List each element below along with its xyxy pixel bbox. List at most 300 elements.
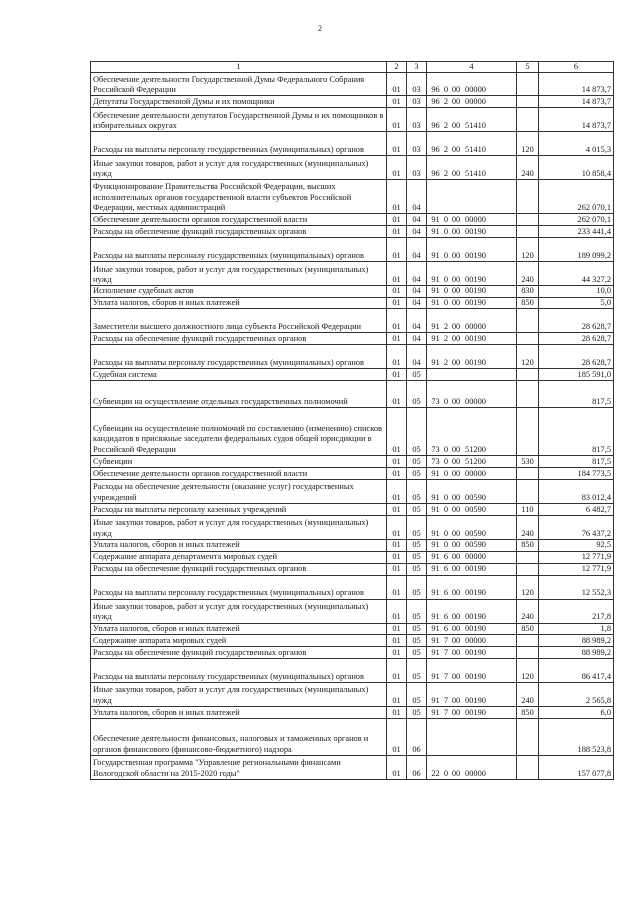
- row-subsection-code: 06: [407, 719, 427, 756]
- target-article-part: 0: [443, 768, 449, 778]
- row-expense-type: [517, 551, 539, 563]
- row-section-code: 01: [387, 516, 407, 540]
- row-section-code: 01: [387, 96, 407, 108]
- table-row: [91, 333, 614, 345]
- target-article-part: 00000: [465, 396, 486, 406]
- table-row: [91, 647, 614, 659]
- table-row: [91, 226, 614, 238]
- target-article-part: 00: [451, 768, 461, 778]
- row-section-code: 01: [387, 369, 407, 381]
- row-amount: 233 441,4: [539, 226, 614, 238]
- table-row: [91, 504, 614, 516]
- row-name: Иные закупки товаров, работ и услуг для государственных (муниципальных) нужд: [91, 156, 387, 180]
- target-article-part: 6: [443, 612, 449, 622]
- target-article-part: 00190: [465, 227, 486, 236]
- table-row: [91, 719, 614, 756]
- target-article-part: 91: [431, 552, 440, 562]
- row-section-code: 01: [387, 156, 407, 180]
- row-subsection-code: 06: [407, 756, 427, 780]
- target-article-part: 7: [443, 707, 449, 717]
- row-expense-type: [517, 719, 539, 756]
- target-article-part: 00000: [465, 552, 486, 562]
- target-article-part: 91: [431, 468, 440, 478]
- row-expense-type: 850: [517, 540, 539, 551]
- row-expense-type: 240: [517, 683, 539, 707]
- row-subsection-code: 05: [407, 369, 427, 381]
- target-article-part: 91: [431, 251, 440, 260]
- target-article-part: 00: [451, 564, 461, 574]
- row-section-code: 01: [387, 575, 407, 599]
- table-row: [91, 659, 614, 683]
- row-subsection-code: 05: [407, 563, 427, 575]
- row-name: Обеспечение деятельности органов государственной власти: [91, 468, 387, 480]
- target-article-part: 00000: [465, 97, 486, 106]
- row-amount: 2 565,8: [539, 683, 614, 707]
- row-target-article: [427, 516, 517, 540]
- row-target-article: [427, 381, 517, 408]
- header-row: [91, 62, 614, 73]
- target-article-part: 00: [451, 671, 461, 681]
- target-article-part: 91: [431, 588, 440, 598]
- target-article-part: 00000: [465, 215, 486, 224]
- row-amount: 88 989,2: [539, 647, 614, 659]
- row-section-code: 01: [387, 333, 407, 345]
- row-expense-type: 120: [517, 132, 539, 156]
- row-name: Исполнение судебных актов: [91, 286, 387, 297]
- target-article-part: 51410: [465, 145, 486, 154]
- target-article-part: 7: [443, 671, 449, 681]
- target-article-part: 2: [443, 321, 449, 331]
- row-section-code: 01: [387, 381, 407, 408]
- target-article-part: 6: [443, 588, 449, 598]
- row-name: Расходы на обеспечение функций государственных органов: [91, 647, 387, 659]
- row-target-article: [427, 96, 517, 108]
- row-target-article: [427, 719, 517, 756]
- target-article-part: 0: [443, 251, 449, 260]
- row-amount: 262 070,1: [539, 180, 614, 214]
- target-article-part: 51410: [465, 121, 486, 130]
- row-expense-type: [517, 96, 539, 108]
- target-article-part: 00: [451, 635, 461, 645]
- table-row: [91, 108, 614, 132]
- target-article-part: 7: [443, 695, 449, 705]
- row-expense-type: 850: [517, 297, 539, 308]
- target-article-part: 0: [443, 297, 449, 307]
- target-article-part: 00190: [465, 357, 486, 367]
- table-body: [91, 73, 614, 780]
- table-row: [91, 132, 614, 156]
- table-row: [91, 286, 614, 297]
- row-expense-type: 240: [517, 156, 539, 180]
- row-name: Функционирование Правительства Российской Федерации, высших исполнительных органов государственной власти субъектов Российской Федерации, местных администраций: [91, 180, 387, 214]
- target-article-part: 2: [443, 145, 449, 154]
- table-row: [91, 540, 614, 551]
- target-article-part: 00000: [465, 635, 486, 645]
- row-expense-type: 120: [517, 659, 539, 683]
- row-name: Расходы на выплаты персоналу государственных (муниципальных) органов: [91, 238, 387, 262]
- row-amount: 44 327,2: [539, 262, 614, 286]
- row-amount: 6 482,7: [539, 504, 614, 516]
- row-target-article: [427, 468, 517, 480]
- row-section-code: 01: [387, 551, 407, 563]
- row-expense-type: 120: [517, 345, 539, 369]
- row-amount: 12 771,9: [539, 551, 614, 563]
- target-article-part: 00000: [465, 321, 486, 331]
- table-row: [91, 551, 614, 563]
- row-section-code: 01: [387, 647, 407, 659]
- target-article-part: 0: [443, 444, 449, 454]
- row-subsection-code: 05: [407, 540, 427, 551]
- target-article-part: 00: [451, 540, 461, 550]
- target-article-part: 91: [431, 671, 440, 681]
- target-article-part: 00190: [465, 707, 486, 717]
- table-row: [91, 480, 614, 504]
- row-target-article: [427, 575, 517, 599]
- row-subsection-code: 04: [407, 309, 427, 333]
- target-article-part: 91: [431, 635, 440, 645]
- row-name: Уплата налогов, сборов и иных платежей: [91, 540, 387, 551]
- target-article-part: 96: [431, 85, 440, 94]
- row-section-code: 01: [387, 238, 407, 262]
- row-target-article: [427, 504, 517, 516]
- row-subsection-code: 05: [407, 683, 427, 707]
- target-article-part: 0: [443, 85, 449, 94]
- target-article-part: 00000: [465, 468, 486, 478]
- target-article-part: 91: [431, 504, 440, 514]
- row-amount: 817,5: [539, 381, 614, 408]
- row-amount: 12 771,9: [539, 563, 614, 575]
- target-article-part: 00: [451, 275, 461, 284]
- table-row: [91, 683, 614, 707]
- target-article-part: 00: [451, 97, 461, 106]
- row-expense-type: 240: [517, 262, 539, 286]
- row-subsection-code: 04: [407, 262, 427, 286]
- row-section-code: 01: [387, 623, 407, 634]
- row-name: Обеспечение деятельности Государственной Думы Федерального Собрания Российской Федерации: [91, 73, 387, 96]
- header-col-expense-type: 5: [517, 62, 539, 73]
- row-amount: 189 099,2: [539, 238, 614, 262]
- row-subsection-code: 05: [407, 635, 427, 647]
- row-expense-type: 120: [517, 575, 539, 599]
- row-amount: 188 523,8: [539, 719, 614, 756]
- table-row: [91, 96, 614, 108]
- row-name: Обеспечение деятельности органов государственной власти: [91, 214, 387, 226]
- row-amount: 184 773,5: [539, 468, 614, 480]
- row-section-code: 01: [387, 540, 407, 551]
- target-article-part: 00190: [465, 564, 486, 574]
- row-expense-type: [517, 756, 539, 780]
- row-name: Содержание аппарата департамента мировых судей: [91, 551, 387, 563]
- target-article-part: 00: [451, 695, 461, 705]
- target-article-part: 91: [431, 528, 440, 538]
- row-target-article: [427, 647, 517, 659]
- row-amount: 5,0: [539, 297, 614, 308]
- row-subsection-code: 04: [407, 297, 427, 308]
- row-amount: 185 591,0: [539, 369, 614, 381]
- target-article-part: 00: [451, 357, 461, 367]
- row-target-article: [427, 563, 517, 575]
- target-article-part: 00590: [465, 540, 486, 550]
- row-subsection-code: 03: [407, 156, 427, 180]
- target-article-part: 00190: [465, 275, 486, 284]
- target-article-part: 51200: [465, 456, 486, 466]
- row-section-code: 01: [387, 309, 407, 333]
- target-article-part: 00190: [465, 695, 486, 705]
- row-target-article: [427, 132, 517, 156]
- row-subsection-code: 05: [407, 381, 427, 408]
- row-expense-type: 110: [517, 504, 539, 516]
- row-subsection-code: 05: [407, 551, 427, 563]
- row-section-code: 01: [387, 226, 407, 238]
- target-article-part: 00590: [465, 528, 486, 538]
- target-article-part: 00190: [465, 588, 486, 598]
- target-article-part: 0: [443, 540, 449, 550]
- target-article-part: 00: [451, 552, 461, 562]
- row-expense-type: [517, 73, 539, 96]
- table-row: [91, 238, 614, 262]
- row-expense-type: 120: [517, 238, 539, 262]
- row-subsection-code: 05: [407, 659, 427, 683]
- header-col-amount: 6: [539, 62, 614, 73]
- table-row: [91, 456, 614, 468]
- row-name: Судебная система: [91, 369, 387, 381]
- budget-table: [90, 61, 614, 780]
- row-expense-type: [517, 180, 539, 214]
- row-subsection-code: 05: [407, 516, 427, 540]
- row-expense-type: 240: [517, 516, 539, 540]
- target-article-part: 96: [431, 97, 440, 106]
- row-name: Содержание аппарата мировых судей: [91, 635, 387, 647]
- row-target-article: [427, 599, 517, 623]
- row-subsection-code: 05: [407, 480, 427, 504]
- row-amount: 817,5: [539, 456, 614, 468]
- target-article-part: 00000: [465, 85, 486, 94]
- row-expense-type: [517, 563, 539, 575]
- row-name: Субвенции на осуществление отдельных государственных полномочий: [91, 381, 387, 408]
- target-article-part: 0: [443, 504, 449, 514]
- row-section-code: 01: [387, 132, 407, 156]
- page-number: 2: [318, 24, 322, 33]
- row-name: Расходы на обеспечение функций государственных органов: [91, 333, 387, 345]
- row-name: Расходы на обеспечение деятельности (оказание услуг) государственных учреждений: [91, 480, 387, 504]
- row-target-article: [427, 635, 517, 647]
- row-section-code: 01: [387, 563, 407, 575]
- row-amount: 1,8: [539, 623, 614, 634]
- row-target-article: [427, 214, 517, 226]
- row-expense-type: [517, 108, 539, 132]
- target-article-part: 00: [451, 227, 461, 236]
- header-col-subsection: 3: [407, 62, 427, 73]
- target-article-part: 91: [431, 275, 440, 284]
- target-article-part: 00: [451, 612, 461, 622]
- target-article-part: 91: [431, 623, 440, 633]
- row-section-code: 01: [387, 297, 407, 308]
- target-article-part: 00190: [465, 333, 486, 343]
- row-subsection-code: 05: [407, 408, 427, 456]
- row-target-article: [427, 551, 517, 563]
- table-row: [91, 73, 614, 96]
- row-subsection-code: 05: [407, 599, 427, 623]
- target-article-part: 91: [431, 707, 440, 717]
- row-name: Расходы на выплаты персоналу государственных (муниципальных) органов: [91, 132, 387, 156]
- row-section-code: 01: [387, 504, 407, 516]
- target-article-part: 00: [451, 85, 461, 94]
- row-section-code: 01: [387, 599, 407, 623]
- target-article-part: 0: [443, 396, 449, 406]
- row-name: Иные закупки товаров, работ и услуг для государственных (муниципальных) нужд: [91, 262, 387, 286]
- row-name: Субвенции: [91, 456, 387, 468]
- target-article-part: 6: [443, 552, 449, 562]
- row-name: Расходы на обеспечение функций государственных органов: [91, 226, 387, 238]
- target-article-part: 0: [443, 492, 449, 502]
- target-article-part: 96: [431, 121, 440, 130]
- row-expense-type: [517, 647, 539, 659]
- row-expense-type: [517, 214, 539, 226]
- target-article-part: 0: [443, 275, 449, 284]
- target-article-part: 2: [443, 97, 449, 106]
- row-target-article: [427, 540, 517, 551]
- table-row: [91, 297, 614, 308]
- row-target-article: [427, 297, 517, 308]
- target-article-part: 2: [443, 357, 449, 367]
- target-article-part: 00: [451, 492, 461, 502]
- row-name: Обеспечение деятельности финансовых, налоговых и таможенных органов и органов финансового (финансово-бюджетного) надзора: [91, 719, 387, 756]
- row-subsection-code: 05: [407, 707, 427, 719]
- row-subsection-code: 05: [407, 456, 427, 468]
- row-section-code: 01: [387, 108, 407, 132]
- target-article-part: 00: [451, 444, 461, 454]
- row-section-code: 01: [387, 683, 407, 707]
- row-subsection-code: 05: [407, 623, 427, 634]
- target-article-part: 00190: [465, 647, 486, 657]
- row-expense-type: [517, 309, 539, 333]
- table-row: [91, 635, 614, 647]
- row-subsection-code: 04: [407, 345, 427, 369]
- row-expense-type: [517, 333, 539, 345]
- target-article-part: 00: [451, 145, 461, 154]
- table-row: [91, 345, 614, 369]
- target-article-part: 00: [451, 468, 461, 478]
- target-article-part: 0: [443, 456, 449, 466]
- row-amount: 92,5: [539, 540, 614, 551]
- row-target-article: [427, 180, 517, 214]
- row-target-article: [427, 659, 517, 683]
- target-article-part: 00: [451, 588, 461, 598]
- target-article-part: 00: [451, 286, 461, 296]
- row-section-code: 01: [387, 719, 407, 756]
- row-expense-type: [517, 480, 539, 504]
- row-target-article: [427, 108, 517, 132]
- target-article-part: 91: [431, 227, 440, 236]
- row-subsection-code: 03: [407, 108, 427, 132]
- row-section-code: 01: [387, 73, 407, 96]
- target-article-part: 51410: [465, 169, 486, 178]
- table-row: [91, 756, 614, 780]
- table-row: [91, 369, 614, 381]
- row-section-code: 01: [387, 214, 407, 226]
- row-name: Уплата налогов, сборов и иных платежей: [91, 297, 387, 308]
- row-target-article: [427, 456, 517, 468]
- row-target-article: [427, 369, 517, 381]
- target-article-part: 96: [431, 145, 440, 154]
- target-article-part: 91: [431, 492, 440, 502]
- row-expense-type: [517, 226, 539, 238]
- table-row: [91, 516, 614, 540]
- target-article-part: 91: [431, 321, 440, 331]
- header-col-name: 1: [91, 62, 387, 73]
- table-row: [91, 381, 614, 408]
- row-expense-type: 850: [517, 707, 539, 719]
- target-article-part: 6: [443, 564, 449, 574]
- row-name: Государственная программа "Управление региональными финансами Вологодской области на 2015-2020 годы": [91, 756, 387, 780]
- row-name: Заместители высшего должностного лица субъекта Российской Федерации: [91, 309, 387, 333]
- target-article-part: 0: [443, 227, 449, 236]
- row-name: Уплата налогов, сборов и иных платежей: [91, 623, 387, 634]
- target-article-part: 00: [451, 251, 461, 260]
- row-subsection-code: 05: [407, 647, 427, 659]
- target-article-part: 73: [431, 456, 440, 466]
- row-amount: 12 552,3: [539, 575, 614, 599]
- target-article-part: 91: [431, 612, 440, 622]
- row-section-code: 01: [387, 468, 407, 480]
- target-article-part: 51200: [465, 444, 486, 454]
- row-amount: 4 015,3: [539, 132, 614, 156]
- table-row: [91, 214, 614, 226]
- target-article-part: 73: [431, 396, 440, 406]
- row-expense-type: [517, 381, 539, 408]
- row-amount: 28 628,7: [539, 309, 614, 333]
- row-subsection-code: 04: [407, 214, 427, 226]
- target-article-part: 00190: [465, 623, 486, 633]
- row-name: Расходы на выплаты персоналу государственных (муниципальных) органов: [91, 345, 387, 369]
- row-amount: 817,5: [539, 408, 614, 456]
- target-article-part: 00: [451, 707, 461, 717]
- table-row: [91, 180, 614, 214]
- row-amount: 262 070,1: [539, 214, 614, 226]
- row-name: Расходы на выплаты персоналу государственных (муниципальных) органов: [91, 659, 387, 683]
- row-amount: 157 077,8: [539, 756, 614, 780]
- row-amount: 10,0: [539, 286, 614, 297]
- target-article-part: 91: [431, 695, 440, 705]
- target-article-part: 00190: [465, 297, 486, 307]
- target-article-part: 0: [443, 286, 449, 296]
- row-section-code: 01: [387, 480, 407, 504]
- target-article-part: 00: [451, 121, 461, 130]
- target-article-part: 2: [443, 121, 449, 130]
- target-article-part: 6: [443, 623, 449, 633]
- row-amount: 28 628,7: [539, 333, 614, 345]
- target-article-part: 0: [443, 468, 449, 478]
- table-row: [91, 468, 614, 480]
- row-name: Расходы на обеспечение функций государственных органов: [91, 563, 387, 575]
- target-article-part: 7: [443, 635, 449, 645]
- target-article-part: 91: [431, 215, 440, 224]
- target-article-part: 96: [431, 169, 440, 178]
- row-expense-type: [517, 408, 539, 456]
- target-article-part: 00190: [465, 612, 486, 622]
- table-row: [91, 408, 614, 456]
- row-subsection-code: 05: [407, 504, 427, 516]
- target-article-part: 00590: [465, 504, 486, 514]
- row-expense-type: 530: [517, 456, 539, 468]
- target-article-part: 0: [443, 215, 449, 224]
- row-subsection-code: 05: [407, 468, 427, 480]
- row-subsection-code: 04: [407, 333, 427, 345]
- target-article-part: 00: [451, 333, 461, 343]
- target-article-part: 91: [431, 357, 440, 367]
- row-target-article: [427, 238, 517, 262]
- target-article-part: 91: [431, 564, 440, 574]
